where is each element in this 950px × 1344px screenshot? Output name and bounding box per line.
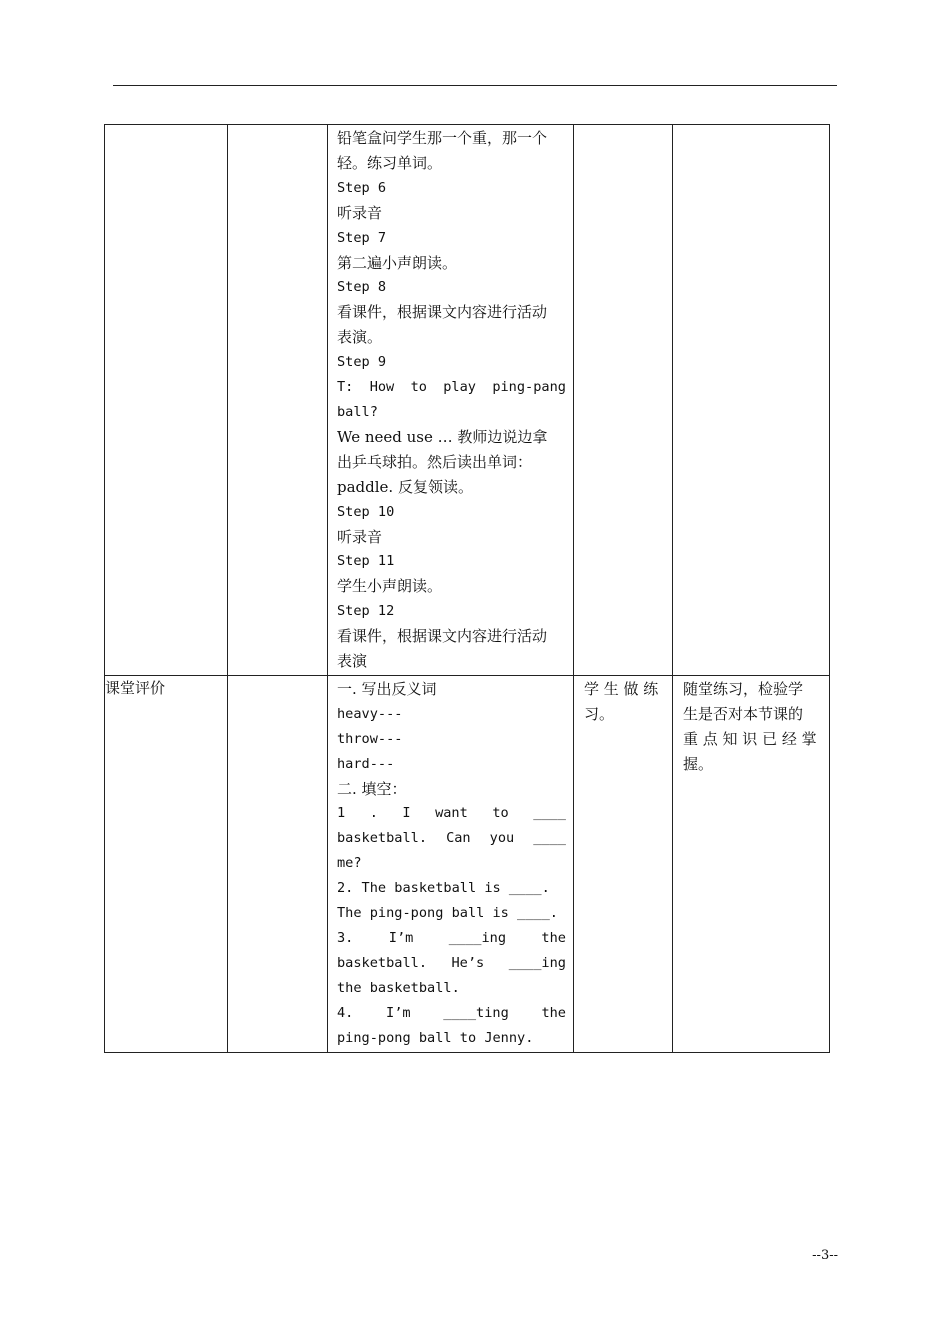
section-label: 课堂评价 <box>105 678 166 697</box>
step-line: 看课件，根据课文内容进行活动 <box>337 303 548 322</box>
question-3-line-3: the basketball. <box>337 979 460 996</box>
question-2-line-2: The ping-pong ball is ____. <box>337 905 558 922</box>
question-2-line-1: 2. The basketball is ____. <box>337 880 550 897</box>
exercise-content <box>328 676 573 1052</box>
antonym-item: heavy--- <box>337 705 403 722</box>
question-4-line-2: ping-pong ball to Jenny. <box>337 1029 534 1046</box>
question-1-line-1 <box>337 801 566 826</box>
question-1-line-3: me? <box>337 855 362 872</box>
step-word: play <box>443 379 476 396</box>
intent-line: 生是否对本节课的 <box>683 704 804 723</box>
step-line: Step 8 <box>337 279 387 296</box>
page-number: --3-- <box>812 1248 838 1263</box>
intent-line: 握。 <box>683 754 714 773</box>
q3-word: I’m <box>388 930 414 946</box>
intent-line: 重 点 知 识 已 经 掌 <box>683 729 817 748</box>
q4-word: I’m <box>386 1004 411 1021</box>
step-line: ball? <box>337 403 378 420</box>
q1-word: you <box>489 830 515 847</box>
q1-word: basketball. <box>337 830 428 847</box>
q4-word: 4. <box>337 1004 354 1021</box>
antonym-item: hard--- <box>337 755 395 772</box>
step-line: 铅笔盒问学生那一个重，那一个 <box>337 129 548 147</box>
antonym-item: throw--- <box>337 730 403 747</box>
step-line: 出乒乓球拍。然后读出单词： <box>337 452 533 471</box>
table-row-steps <box>105 125 830 676</box>
q3-word: He’s <box>451 954 485 971</box>
step-word: How <box>369 379 395 396</box>
q3-blank: ____ing <box>508 954 566 971</box>
empty-cell <box>228 675 328 1052</box>
empty-cell <box>574 125 673 676</box>
step-line: Step 11 <box>337 553 395 570</box>
q4-word: the <box>541 1004 566 1021</box>
step-word: T: <box>337 379 354 396</box>
student-activity-line: 习。 <box>584 704 615 723</box>
empty-cell <box>673 125 830 676</box>
q1-word: want <box>435 805 468 822</box>
step-line <box>337 375 566 400</box>
step-line: 看课件，根据课文内容进行活动 <box>337 627 548 646</box>
design-intent <box>673 676 829 777</box>
step-line: 学生小声朗读。 <box>337 577 443 596</box>
step-line: paddle. 反复领读。 <box>337 477 473 496</box>
q1-word: 1 <box>337 805 346 822</box>
q1-blank: ____ <box>533 830 566 847</box>
step-line: 第二遍小声朗读。 <box>337 253 458 272</box>
q3-word: basketball. <box>337 954 428 971</box>
question-1-line-2 <box>337 826 566 851</box>
question-4-line-1 <box>337 1001 566 1026</box>
step-line: We need use … 教师边说边拿 <box>337 427 548 446</box>
section-label-cell <box>105 675 228 1052</box>
step-word: ping-pang <box>492 379 566 396</box>
q3-word: 3. <box>337 930 354 946</box>
step-line: Step 7 <box>337 229 387 246</box>
q1-word: Can <box>446 830 471 847</box>
student-activity-cell <box>574 675 673 1052</box>
header-rule <box>113 85 837 86</box>
student-activity-line: 学 生 做 练 <box>584 679 659 698</box>
exercise-heading-antonyms: 一. 写出反义词 <box>337 679 437 698</box>
question-3-line-1 <box>337 926 566 951</box>
exercise-heading-fill: 二. 填空： <box>337 779 407 798</box>
q3-blank: ____ing <box>448 930 507 946</box>
empty-cell <box>228 125 328 676</box>
intent-line: 随堂练习，检验学 <box>683 679 804 698</box>
step-line: 听录音 <box>337 527 383 546</box>
steps-content-cell <box>328 125 574 676</box>
step-line: 表演。 <box>337 328 383 347</box>
q1-word: I <box>402 805 411 822</box>
step-line: 听录音 <box>337 203 383 222</box>
q3-word: the <box>541 930 566 946</box>
intent-cell <box>673 675 830 1052</box>
q4-blank: ____ting <box>443 1004 509 1021</box>
step-line: Step 12 <box>337 603 395 620</box>
question-3-line-2 <box>337 951 566 976</box>
lesson-plan-table <box>104 124 830 1053</box>
q1-blank: ____ <box>533 805 566 822</box>
student-activity <box>574 676 672 727</box>
q1-word: . <box>369 805 378 822</box>
step-line: 表演 <box>337 652 368 671</box>
step-line: 轻。练习单词。 <box>337 153 443 172</box>
exercise-content-cell <box>328 675 574 1052</box>
steps-list <box>328 125 573 675</box>
step-line: Step 9 <box>337 354 387 371</box>
step-line: Step 10 <box>337 503 395 520</box>
empty-cell <box>105 125 228 676</box>
step-line: Step 6 <box>337 179 387 196</box>
step-word: to <box>410 379 427 396</box>
table-row-assessment <box>105 675 830 1052</box>
q1-word: to <box>492 805 509 822</box>
